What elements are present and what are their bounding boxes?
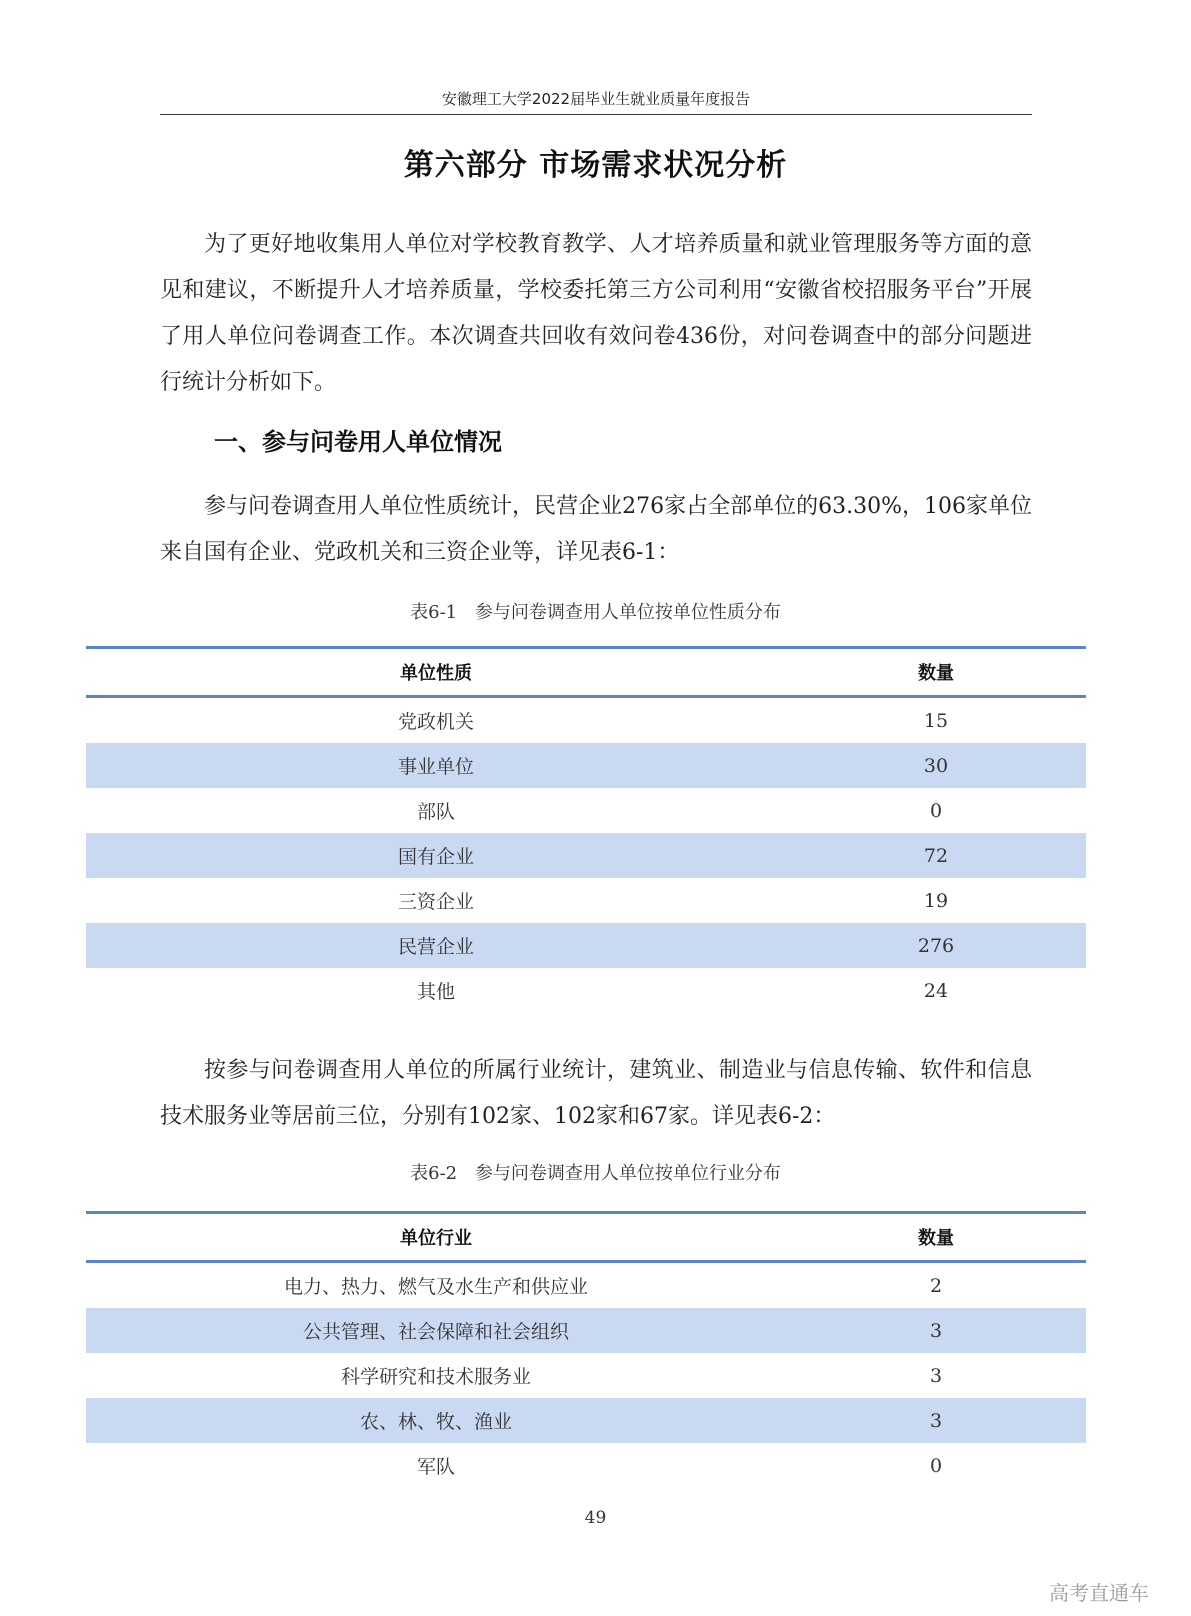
table-row — [86, 878, 1086, 923]
table-cell-name: 部队 — [416, 801, 455, 823]
table-row — [86, 743, 1086, 788]
table-cell-count: 15 — [923, 709, 949, 732]
table-cell-count: 0 — [929, 799, 943, 822]
unit-nature-table — [86, 646, 1086, 1013]
table-cell-name: 国有企业 — [86, 833, 786, 878]
table-cell-name: 军队 — [416, 1456, 455, 1478]
industry-summary-paragraph: 按参与问卷调查用人单位的所属行业统计，建筑业、制造业与信息传输、软件和信息技术服务业等居前三位，分别有102家、102家和67家。详见表6-2： — [160, 1058, 1032, 1129]
table-cell-name: 公共管理、社会保障和社会组织 — [86, 1308, 786, 1353]
column-header-count: 数量 — [786, 648, 1086, 697]
column-header-nature: 单位性质 — [86, 648, 786, 697]
column-header-industry: 单位行业 — [86, 1213, 786, 1262]
table-cell-name: 事业单位 — [86, 743, 786, 788]
table-row — [86, 788, 1086, 833]
table-cell-count: 19 — [923, 889, 949, 912]
table-cell-name: 民营企业 — [86, 923, 786, 968]
table-row — [86, 1398, 1086, 1443]
table-cell-name: 三资企业 — [397, 891, 474, 913]
table-cell-count: 3 — [786, 1308, 1086, 1353]
table-row — [86, 833, 1086, 878]
table-cell-name: 党政机关 — [397, 711, 474, 733]
table2-caption: 表6-2 参与问卷调查用人单位按单位行业分布 — [410, 1163, 781, 1184]
table-cell-name: 科学研究和技术服务业 — [340, 1366, 531, 1388]
table-row — [86, 1262, 1086, 1309]
header-divider — [160, 114, 1032, 115]
section-heading: 一、参与问卷用人单位情况 — [214, 428, 502, 456]
table-cell-name: 其他 — [416, 981, 455, 1003]
table-row — [86, 697, 1086, 744]
table-cell-count: 3 — [929, 1364, 943, 1387]
nature-summary-paragraph: 参与问卷调查用人单位性质统计，民营企业276家占全部单位的63.30%，106家单位来自国有企业、党政机关和三资企业等，详见表6-1： — [160, 494, 1032, 565]
intro-paragraph: 为了更好地收集用人单位对学校教育教学、人才培养质量和就业管理服务等方面的意见和建议，不断提升人才培养质量，学校委托第三方公司利用“安徽省校招服务平台”开展了用人单位问卷调查工作。本次调查共回收有效问卷436份，对问卷调查中的部分问题进行统计分析如下。 — [160, 232, 1032, 395]
table-row — [86, 1443, 1086, 1488]
table-header-row — [86, 648, 1086, 697]
table-cell-count: 276 — [786, 923, 1086, 968]
table-header-row — [86, 1213, 1086, 1262]
page-number: 49 — [584, 1508, 607, 1528]
table-cell-name: 农、林、牧、渔业 — [86, 1398, 786, 1443]
table-cell-count: 30 — [786, 743, 1086, 788]
table-cell-count: 24 — [923, 979, 949, 1002]
watermark: 高考直通车 — [1049, 1581, 1149, 1605]
table-cell-count: 3 — [786, 1398, 1086, 1443]
table-row — [86, 968, 1086, 1013]
table-cell-count: 0 — [929, 1454, 943, 1477]
running-header: 安徽理工大学2022届毕业生就业质量年度报告 — [441, 90, 751, 108]
table-cell-name: 电力、热力、燃气及水生产和供应业 — [283, 1276, 588, 1298]
page-title: 第六部分 市场需求状况分析 — [403, 148, 788, 183]
table-row — [86, 1353, 1086, 1398]
column-header-count: 数量 — [786, 1213, 1086, 1262]
unit-industry-table — [86, 1211, 1086, 1488]
table-row — [86, 923, 1086, 968]
table-row — [86, 1308, 1086, 1353]
table-cell-count: 72 — [786, 833, 1086, 878]
table-cell-count: 2 — [929, 1274, 943, 1297]
table1-caption: 表6-1 参与问卷调查用人单位按单位性质分布 — [410, 602, 781, 623]
